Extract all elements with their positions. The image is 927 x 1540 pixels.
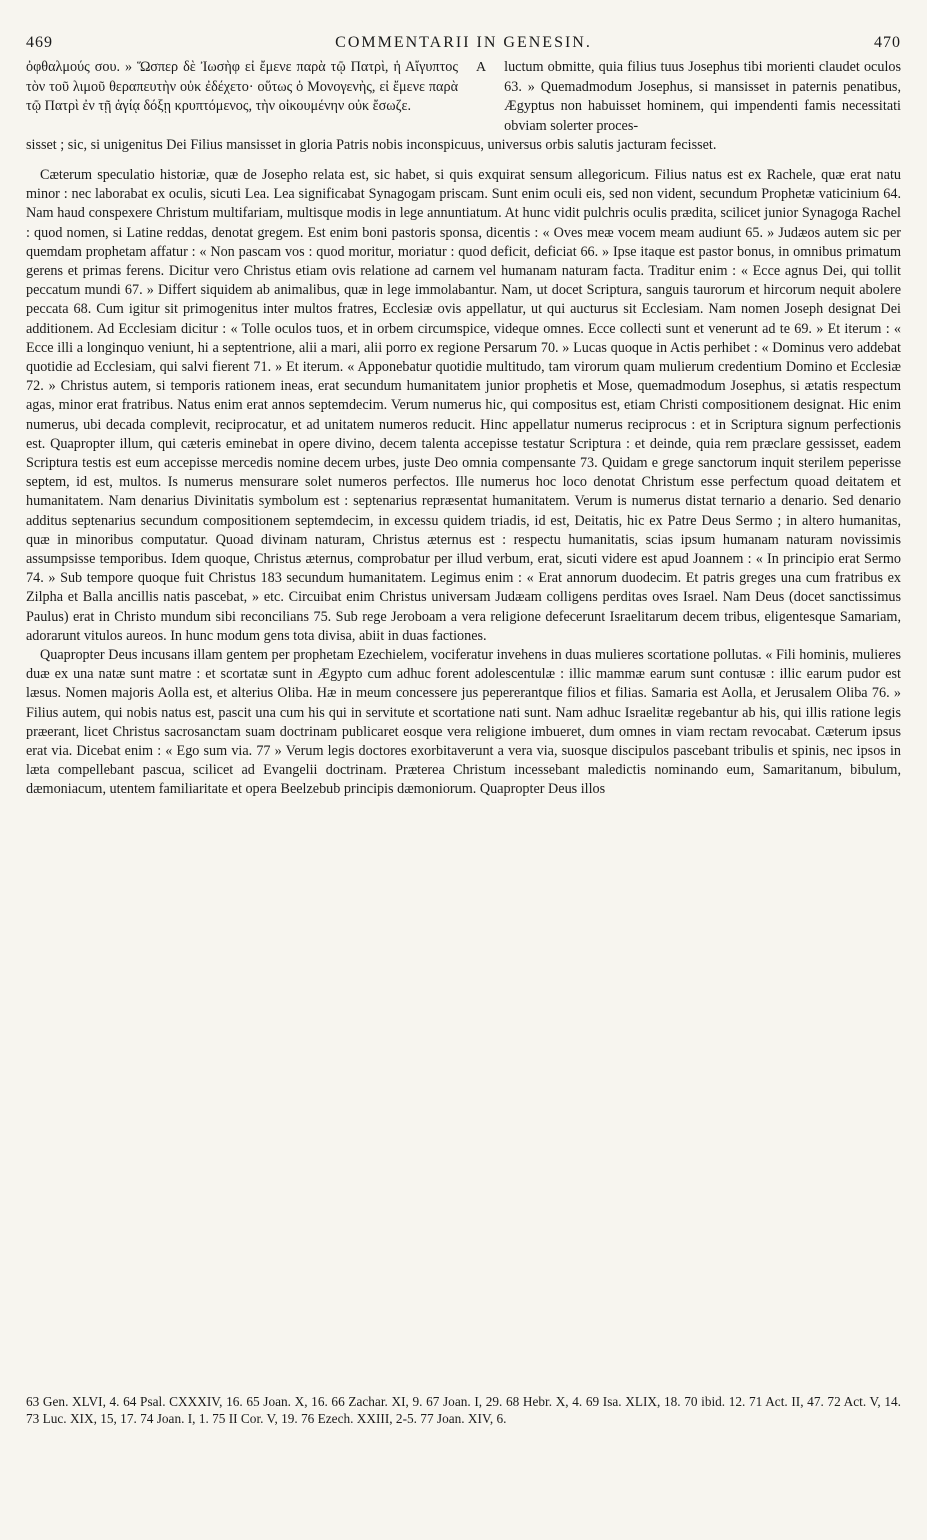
running-title: COMMENTARII IN GENESIN.	[335, 34, 592, 51]
greek-column: ὀφθαλμούς σου. » Ὥσπερ δὲ Ἰωσὴφ εἰ ἔμενε παρὰ τῷ Πατρὶ, ἡ Αἴγυπτος τὸν τοῦ λιμοῦ θεραπευτὴν οὐκ ἐδέχετο· οὕτως ὁ Μονογενὴς, εἰ ἔμενε παρὰ τῷ Πατρὶ ἐν τῇ ἁγίᾳ δόξῃ κρυπτόμενος, τὴν οἰκουμένην οὐκ ἔσωζε.	[26, 59, 458, 115]
column-letter: A	[476, 60, 487, 75]
running-header	[26, 34, 901, 58]
paragraph: Quapropter Deus incusans illam gentem per prophetam Ezechielem, vociferatur invehens in duas mulieres scortatione pollutas. « Fili hominis, mulieres duæ ex una natæ sunt matre : et scortatæ sunt in Ægypto cum adhuc forent adolescentulæ : illic mammæ earum sunt contusæ : illic earum pudor est læsus. Nomen majoris Aolla est, et alterius Oliba. Hæ in meum concessere jus pepererantque filios et filias. Samaria est Aolla, et Jerusalem Oliba 76. » Filius autem, qui nobis natus est, pascit una cum his qui in servitute et scortatione nati sunt. Nam adhuc Israelitæ regebantur ab his, qui illis ratione legis præerant, licet Christus sacrosanctam suam doctrinam publicaret eosque vera religione imbueret, dum omnes in viam rectam revocabat. Cæterum ipsus erat via. Dicebat enim : « Ego sum via. 77 » Verum legis doctores exorbitaverunt a vera via, suosque discipulos pascebant tribulis et spinis, nec ipsos in læta compellebant pascua, scilicet ad Evangelii doctrinam. Præterea Christum incessebant maledictis nominando eum, Samaritanum, bibulum, dæmoniacum, utentem familiaritate et opera Beelzebub principis dæmoniorum. Quapropter Deus illos	[26, 647, 901, 798]
page-number-right: 470	[873, 34, 901, 51]
footnotes: 63 Gen. XLVI, 4. 64 Psal. CXXXIV, 16. 65 Joan. X, 16. 66 Zachar. XI, 9. 67 Joan. I, 29. 68 Hebr. X, 4. 69 Isa. XLIX, 18. 70 ibid. 12. 71 Act. II, 47. 72 Act. V, 14. 73 Luc. XIX, 15, 17. 74 Joan. I, 1. 75 II Cor. V, 19. 76 Ezech. XXIII, 2-5. 77 Joan. XIV, 6.	[26, 1394, 901, 1426]
latin-column: luctum obmitte, quia filius tuus Josephus tibi morienti claudet oculos 63. » Quemadmodum Josephus, si mansisset in paternis penatibus, Ægyptus non habuisset hominem, qui impendenti famis necessitati obviam solerter proces-	[504, 59, 901, 134]
paragraph: Cæterum speculatio historiæ, quæ de Josepho relata est, sic habet, si quis exquirat sensum allegoricum. Filius natus est ex Rachele, quæ erat natu minor : nec laborabat ex oculis, sicuti Lea. Lea significabat Synagogam priscam. Sunt enim oculi eis, sed non vident, secundum Prophetæ vaticinium 64. Nam haud conspexere Christum multifariam, multisque modis in lege annuntiatum. At hunc vidit pulchris oculis prædita, scilicet junior Synagoga Rachel : quod nomen, si Latine reddas, denotat gregem. Est enim boni pastoris sponsa, dicentis : « Oves meæ vocem meam audiunt 65. » Judæos autem sic per quemdam prophetam affatur : « Non pascam vos : quod moritur, moriatur : quod deficit, deficiat 66. » Ipse itaque est pastor bonus, in omnibus primatum gerens et primas ferens. Dicitur vero Christus etiam ovis relatione ad carnem vel humanam naturam facta. Traditur enim : « Ecce agnus Dei, qui tollit peccatum mundi 67. » Differt siquidem ab animalibus, quæ in lege immolabantur. Nam, ut docet Scriptura, sanguis taurorum et hircorum nequit abolere peccata 68. Cum igitur sit primogenitus inter multos fratres, Ecclesiæ ovis appellatur, ut qui aucturus sit Ecclesiam. Nam nomen Joseph designat Dei additionem. Ad Ecclesiam dicitur : « Tolle oculos tuos, et in orbem circumspice, videque omnes. Ecce collecti sunt et venerunt ad te 69. » Et iterum : « Ecce illi a longinquo veniunt, hi a septentrione, alii a mari, alii porro ex regione Persarum 70. » Lucas quoque in Actis perhibet : « Dominus vero addebat quotidie ad Ecclesiam, qui salvi fierent 71. » Et iterum. « Apponebatur quotidie multitudo, tam virorum quam mulierum credentium Domino et Ecclesiæ 72. » Christus autem, si temporis rationem ineas, erat secundum humanitatem junior prophetis et Mose, quemadmodum Josephus, si ætatis respectum agas, minor erat fratribus. Natus enim erat annos septemdecim. Verum numerus hic, qui compositus est, etiam Christi compositionem designat. Hic enim numerus, ubi decada complevit, reciprocatur, et ad unitatem numeros reducit. Hinc appellatur numerus reciprocus : et in Scriptura signum perfectionis est. Quapropter illum, qui cæteris eminebat in opere divino, decem talenta accepisse testatur Scriptura : et deinde, quia rem præclare gessisset, eadem Scriptura testis est eum accepisse mercedis nomine decem urbes, juste Deo omnia compensante 73. Quidam e grege sanctorum inquit sterilem peperisse septem, id est, multos. Is numerus mensurare solet numeros perfectos. Ille numerus hoc loco denotat Christum esse perfectum quoad deitatem et humanitatem. Nam denarius Divinitatis symbolum est : septenarius repræsentat humanitatem. Verum is numerus distat ternario a denario. Sed denario additus septenarius secundum compositionem septemdecim, in excessu quidem triadis, id est, Deitatis, hic ex Patre Deus Sermo ; in altero humanitas, quæ in minoribus computatur. Quoad divinam naturam, Christus æternus est : respectu humanitatis, scias ipsum humanam naturam novissimis assumpsisse temporibus. Idem quoque, Christus æternus, comprobatur per illud verbum, erat, sicuti videre est apud Joannem : « In principio erat Sermo 74. » Sub tempore quoque fuit Christus 183 secundum humanitatem. Legimus enim : « Erat annorum duodecim. Et patris greges una cum fratribus ex Zilpha et Balla ancillis natis pascebat, » etc. Circuibat enim Christus universam Judæam colligens perditas oves Israel. Nam Deus (docet sanctissimus Paulus) erat in Christo mundum sibi reconcilians 75. Sub rege Jeroboam a vera religione defecerunt Israelitarum decem tribus, eligentesque Samariam, adorarunt vitulos aureos. In hunc modum gens tota divisa, abiit in duas factiones.	[26, 166, 901, 644]
parallel-text	[26, 58, 901, 136]
latin-continuation: sisset ; sic, si unigenitus Dei Filius mansisset in gloria Patris nobis inconspicuus, universus orbis salutis jacturam fecisset.	[26, 137, 717, 154]
page-number-left: 469	[26, 34, 53, 51]
main-text	[26, 166, 901, 800]
